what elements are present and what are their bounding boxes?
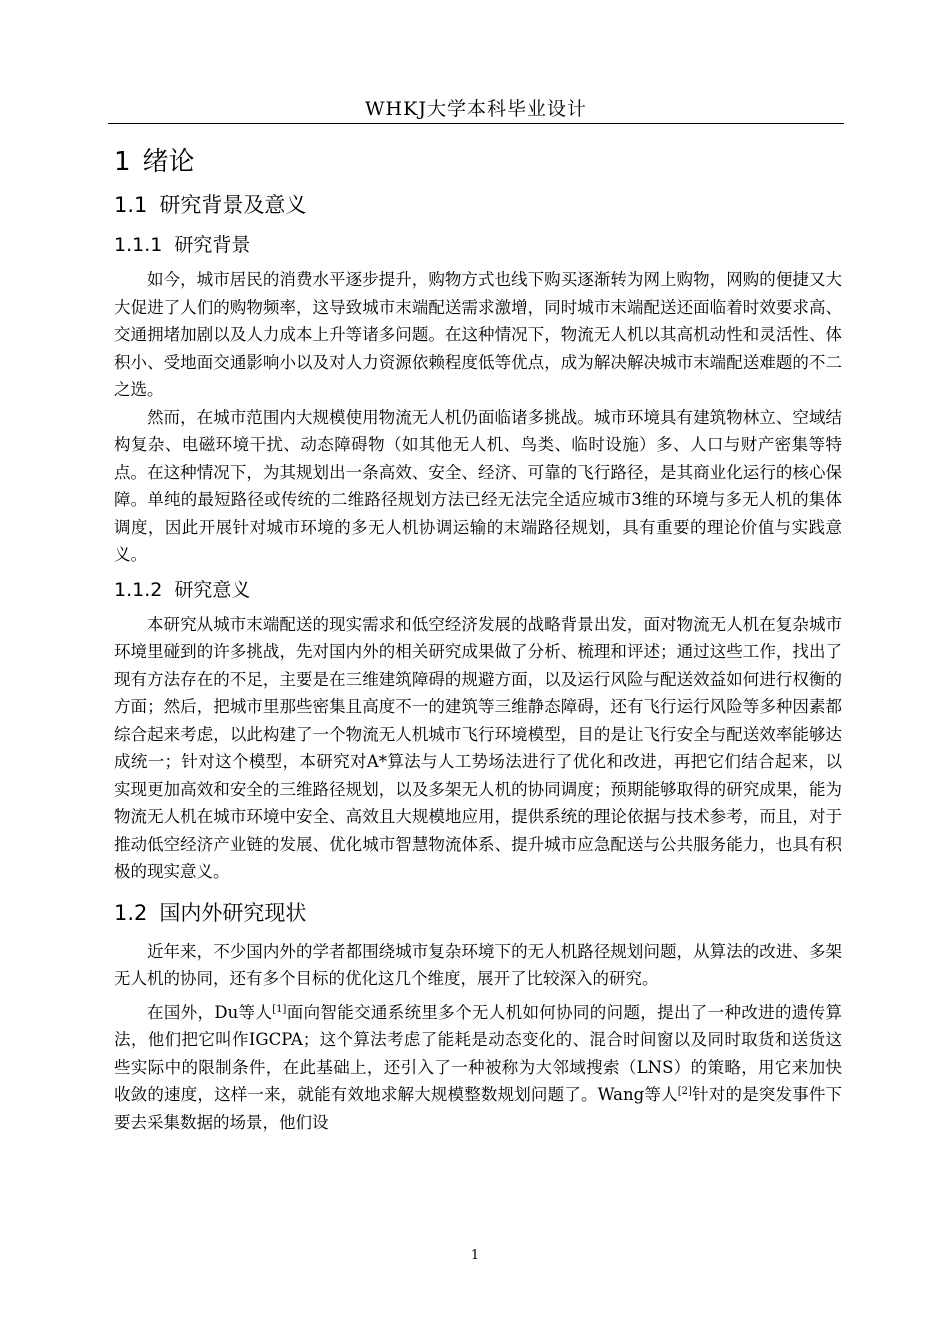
paragraph: 如今，城市居民的消费水平逐步提升，购物方式也线下购买逐渐转为网上购物，网购的便捷又大大促进了人们的购物频率，这导致城市末端配送需求激增，同时城市末端配送还面临着时效要求高、交通拥堵加剧以及人力成本上升等诸多问题。在这种情况下，物流无人机以其高机动性和灵活性、体积小、受地面交通影响小以及对人力资源依赖程度低等优点，成为解决解决城市末端配送难题的不二之选。 <box>114 270 842 399</box>
document-body <box>114 138 842 1136</box>
subsection-title: 研究背景 <box>174 234 251 256</box>
paragraph: 然而，在城市范围内大规模使用物流无人机仍面临诸多挑战。城市环境具有建筑物林立、空域结构复杂、电磁环境干扰、动态障碍物（如其他无人机、鸟类、临时设施）多、人口与财产密集等特点。在这种情况下，为其规划出一条高效、安全、经济、可靠的飞行路径，是其商业化运行的核心保障。单纯的最短路径或传统的二维路径规划方法已经无法完全适应城市3维的环境与多无人机的集体调度，因此开展针对城市环境的多无人机协调运输的末端路径规划，具有重要的理论价值与实践意义。 <box>114 407 842 564</box>
citation-ref[interactable]: [2] <box>677 1086 692 1097</box>
chapter-title: 绪论 <box>142 147 195 177</box>
section-title: 研究背景及意义 <box>159 193 307 217</box>
chapter-number: 1 <box>114 147 131 177</box>
section-number: 1.1 <box>114 193 148 217</box>
paragraph-text: 在国外，Du等人 <box>147 1002 273 1022</box>
subsection-title: 研究意义 <box>174 578 251 601</box>
page-number: 1 <box>470 1248 480 1263</box>
header-rule <box>108 123 844 124</box>
section-heading-1-1 <box>114 188 842 222</box>
paragraph: 近年来，不少国内外的学者都围绕城市复杂环境下的无人机路径规划问题，从算法的改进、多架无人机的协同，还有多个目标的优化这几个维度，展开了比较深入的研究。 <box>114 941 842 988</box>
subsection-heading-1-1-1 <box>114 230 842 260</box>
subsection-number: 1.1.2 <box>114 578 163 601</box>
paragraph: 本研究从城市末端配送的现实需求和低空经济发展的战略背景出发，面对物流无人机在复杂城市环境里碰到的许多挑战，先对国内外的相关研究成果做了分析、梳理和评述；通过这些工作，找出了现有方法存在的不足，主要是在三维建筑障碍的规避方面，以及运行风险与配送效益如何进行权衡的方面；然后，把城市里那些密集且高度不一的建筑等三维静态障碍，还有飞行运行风险等多种因素都综合起来考虑，以此构建了一个物流无人机城市飞行环境模型，目的是让飞行安全与配送效率能够达成统一；针对这个模型，本研究对A*算法与人工势场法进行了优化和改进，再把它们结合起来，以实现更加高效和安全的三维路径规划，以及多架无人机的协同调度；预期能够取得的研究成果，能为物流无人机在城市环境中安全、高效且大规模地应用，提供系统的理论依据与技术参考，而且，对于推动低空经济产业链的发展、优化城市智慧物流体系、提升城市应急配送与公共服务能力，也具有积极的现实意义。 <box>114 614 842 881</box>
running-header: WHKJ大学本科毕业设计 <box>365 98 587 120</box>
section-number: 1.2 <box>114 900 148 925</box>
paragraph-text: 针对的是突发事件下要去采集数据的场景，他们设 <box>114 1085 843 1132</box>
subsection-heading-1-1-2 <box>114 575 842 605</box>
chapter-heading <box>114 142 842 182</box>
section-title: 国内外研究现状 <box>159 900 307 925</box>
citation-ref[interactable]: [1] <box>272 1003 287 1015</box>
paragraph-text: 面向智能交通系统里多个无人机如何协同的问题，提出了一种改进的遗传算法，他们把它叫作IGCPA；这个算法考虑了能耗是动态变化的、混合时间窗以及同时取货和送货这些实际中的限制条件，在此基础上，还引入了一种被称为大邻域搜索（LNS）的策略，用它来加快收敛的速度，这样一来，就能有效地求解大规模整数规划问题了。Wang等人 <box>114 1002 843 1104</box>
section-heading-1-2 <box>114 896 842 930</box>
subsection-number: 1.1.1 <box>114 234 163 256</box>
paragraph <box>114 999 842 1137</box>
